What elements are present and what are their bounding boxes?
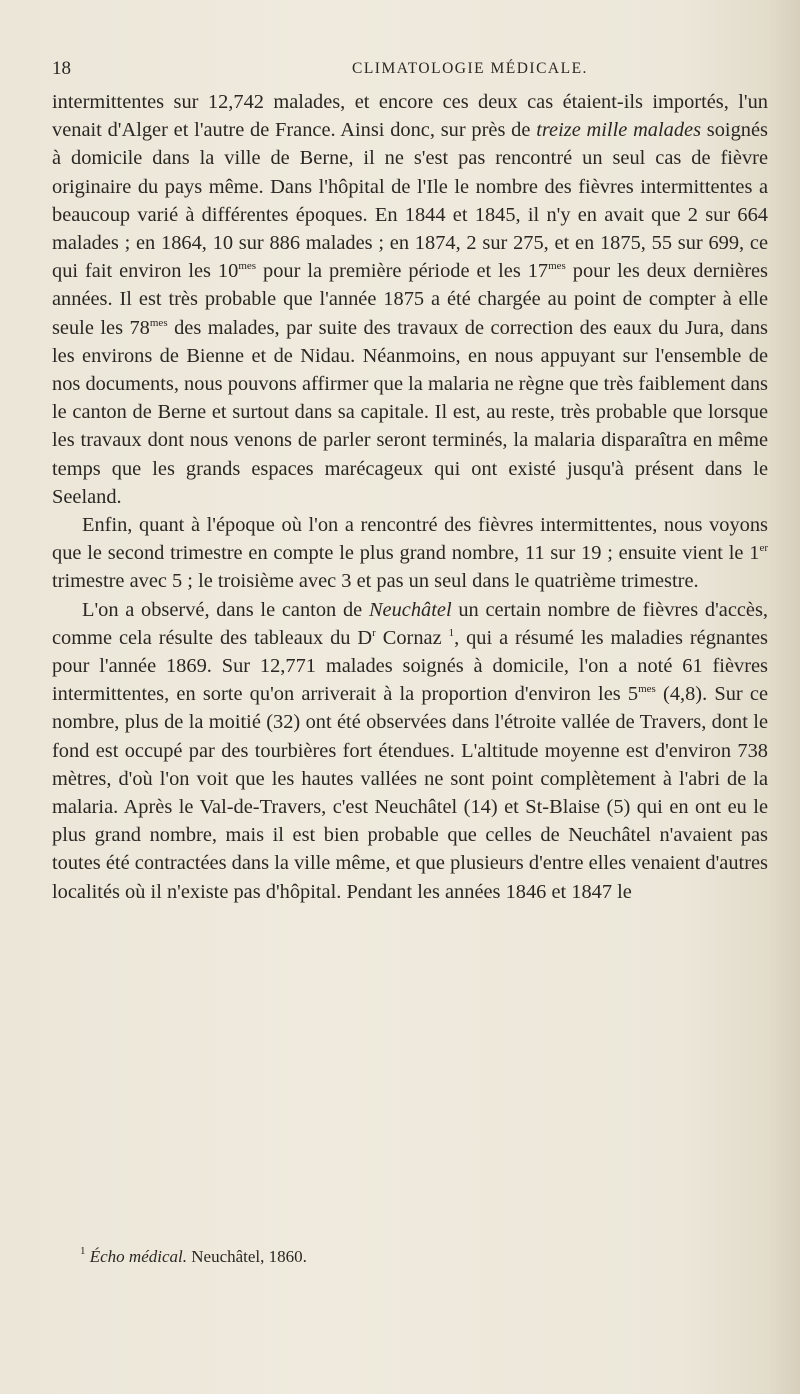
running-head: CLIMATOLOGIE MÉDICALE. (352, 60, 588, 77)
superscript: mes (638, 683, 656, 696)
italic-text: Neuchâtel (368, 598, 452, 621)
footnote-rest: Neuchâtel, 1860. (187, 1247, 307, 1266)
text-run: un certain nombre de fièvres d'accès, comme cela résulte des tableaux du D (52, 598, 769, 649)
paragraph-3 (52, 596, 768, 906)
text-run: intermittentes sur 12,742 malades, et encore ces deux cas étaient-ils importés, l'un venait d'Alger et l'autre de France. Ainsi donc, sur près de (52, 91, 768, 142)
superscript: r (372, 626, 376, 639)
superscript: mes (548, 260, 566, 273)
text-run: pour les deux dernières années. Il est très probable que l'année 1875 a été chargée au point de compter à elle seule les 78 (52, 260, 768, 339)
text-run: Cornaz (375, 626, 449, 649)
paragraph-2 (52, 511, 768, 596)
text-run: L'on a observé, dans le canton de (82, 598, 369, 621)
text-run: , qui a résumé les maladies régnantes pour l'année 1869. Sur 12,771 malades soignés à domicile, l'on a noté 61 fièvres intermittentes, en sorte qu'on arriverait à la proportion d'environ les 5 (52, 626, 768, 706)
superscript: mes (238, 260, 257, 273)
page-number: 18 (52, 58, 71, 79)
superscript: 1 (448, 626, 455, 639)
text-run: Enfin, quant à l'époque où l'on a rencontré des fièvres intermittentes, nous voyons que le second trimestre en compte le plus grand nombre, 11 sur 19 ; ensuite vient le 1 (52, 514, 768, 565)
italic-text: treize mille malades (536, 119, 702, 142)
text-run: trimestre avec 5 ; le troisième avec 3 et pas un seul dans le quatrième trimestre. (52, 570, 699, 593)
footnote-marker: 1 (80, 1245, 86, 1257)
footnote-title: Écho médical. (89, 1247, 187, 1266)
superscript: mes (149, 316, 168, 329)
page-header (52, 58, 760, 88)
footnote (80, 1246, 760, 1268)
text-run: (4,8). Sur ce nombre, plus de la moitié (32) ont été observées dans l'étroite vallée de Travers, dont le fond est occupé par des tourbières fort étendues. L'altitude moyenne est d'environ 738 mètres, d'où l'on voit que les hautes vallées ne sont point complètement à l'abri de la malaria. Après le Val-de-Travers, c'est Neuchâtel (14) et St-Blaise (5) qui en ont eu le plus grand nombre, mais il est bien probable que celles de Neuchâtel n'avaient pas toutes été contractées dans la ville même, et que plusieurs d'entre elles venaient d'autres localités où il n'existe pas d'hôpital. Pendant les années 1846 et 1847 le (52, 683, 769, 903)
text-run: des malades, par suite des travaux de correction des eaux du Jura, dans les environs de Bienne et de Nidau. Néanmoins, en nous appuyant sur l'ensemble de nos documents, nous pouvons affirmer que la malaria ne règne que très faiblement dans le canton de Berne et surtout dans sa capitale. Il est, au reste, très probable que lorsque les travaux dont nous venons de parler seront terminés, la malaria disparaîtra en même temps que les grands espaces marécageux qui ont existé jusqu'à présent dans le Seeland. (52, 316, 768, 508)
text-run: soignés à domicile dans la ville de Berne, il ne s'est pas rencontré un seul cas de fièvre originaire du pays même. Dans l'hôpital de l'Ile le nombre des fièvres intermittentes a beaucoup varié à différentes époques. En 1844 et 1845, il n'y en avait que 2 sur 664 malades ; en 1864, 10 sur 886 malades ; en 1874, 2 sur 275, et en 1875, 55 sur 699, ce qui fait environ les 10 (52, 119, 768, 283)
superscript: er (759, 542, 768, 555)
body-text (52, 88, 768, 906)
text-run: pour la première période et les 17 (256, 260, 549, 283)
paragraph-1 (52, 88, 768, 511)
